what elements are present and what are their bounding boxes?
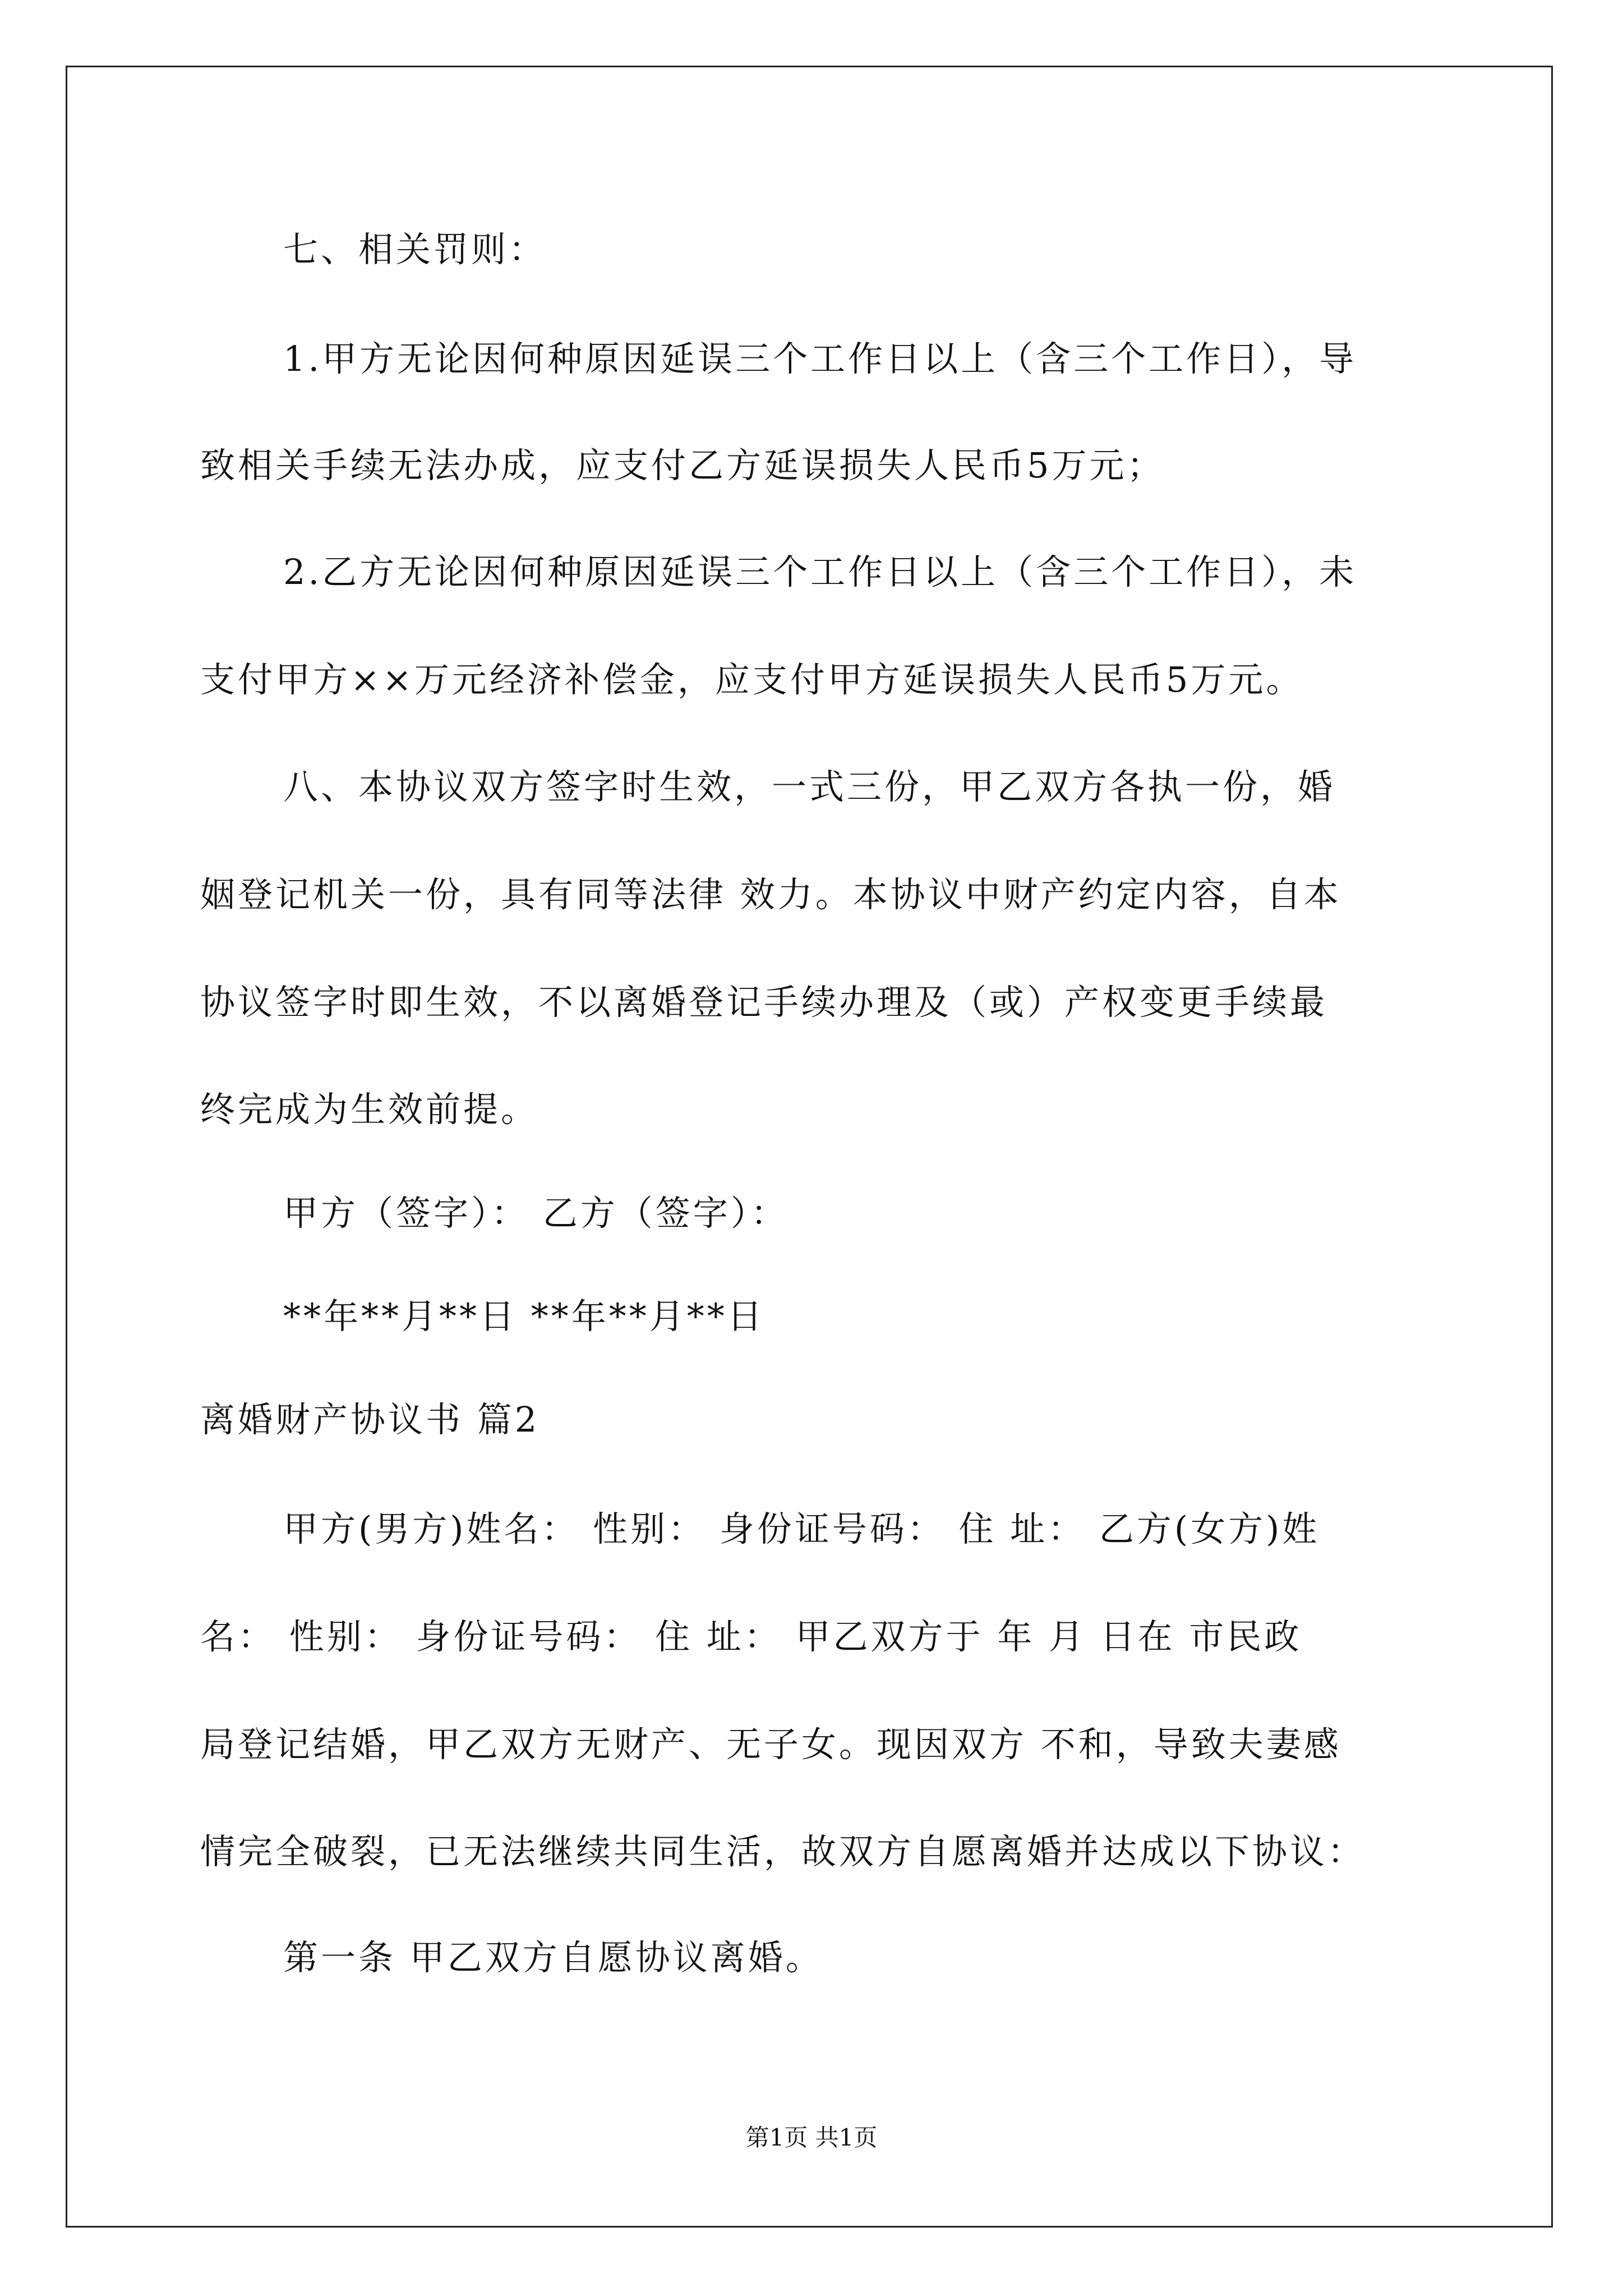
paragraph-line: 第一条 甲乙双方自愿协议离婚。 <box>283 1937 823 1978</box>
section-heading-penalties: 七、相关罚则： <box>283 229 547 270</box>
paragraph-line: 八、本协议双方签字时生效，一式三份，甲乙双方各执一份，婚 <box>283 766 1336 807</box>
page-number-footer: 第1页 共1页 <box>745 2124 878 2151</box>
paragraph-line: 支付甲方××万元经济补偿金，应支付甲方延误损失人民币5万元。 <box>200 659 1304 700</box>
paragraph-line: 2.乙方无论因何种原因延误三个工作日以上（含三个工作日），未 <box>283 551 1357 592</box>
section-title-part-2: 离婚财产协议书 篇2 <box>200 1399 540 1440</box>
paragraph-line: 甲方(男方)姓名： 性别： 身份证号码： 住 址： 乙方(女方)姓 <box>283 1508 1320 1549</box>
paragraph-line: 终完成为生效前提。 <box>200 1089 539 1130</box>
paragraph-line: 姻登记机关一份，具有同等法律 效力。本协议中财产约定内容，自本 <box>200 874 1341 915</box>
paragraph-line: 局登记结婚，甲乙双方无财产、无子女。现因双方 不和，导致夫妻感 <box>200 1724 1341 1765</box>
paragraph-line: 协议签字时即生效，不以离婚登记手续办理及（或）产权变更手续最 <box>200 982 1328 1023</box>
paragraph-line: 名： 性别： 身份证号码： 住 址： 甲乙双方于 年 月 日在 市民政 <box>200 1616 1302 1657</box>
signature-line: 甲方（签字）： 乙方（签字）： <box>283 1193 789 1234</box>
page-border <box>66 66 1553 2228</box>
paragraph-line: 1.甲方无论因何种原因延误三个工作日以上（含三个工作日），导 <box>283 338 1357 379</box>
paragraph-line: 情完全破裂，已无法继续共同生活，故双方自愿离婚并达成以下协议： <box>200 1831 1366 1872</box>
paragraph-line: 致相关手续无法办成，应支付乙方延误损失人民币5万元； <box>200 445 1165 486</box>
date-line: **年**月**日 **年**月**日 <box>283 1296 765 1337</box>
